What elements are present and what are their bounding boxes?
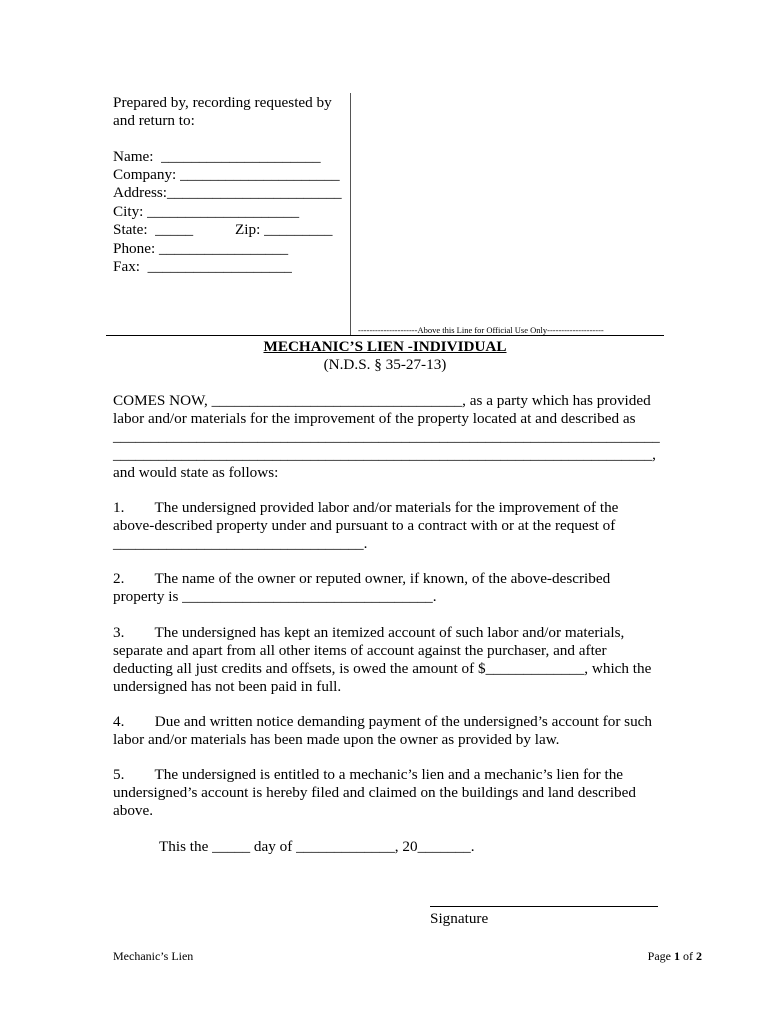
item-2-line-2: property is _________________________________. xyxy=(113,588,437,605)
name-field: Name: _____________________ xyxy=(113,148,321,165)
document-title: MECHANIC’S LIEN -INDIVIDUAL xyxy=(263,338,507,355)
page-current: 1 xyxy=(674,949,680,963)
item-2-line-1: 2. The name of the owner or reputed owner, if known, of the above-described xyxy=(113,570,611,587)
document-title-wrap xyxy=(0,338,770,356)
intro-blank-1: ________________________________________________________________________ xyxy=(113,428,660,445)
item-1-line-2: above-described property under and pursuant to a contract with or at the request of xyxy=(113,517,616,534)
intro-line-5: and would state as follows: xyxy=(113,464,279,481)
intro-line-2: labor and/or materials for the improvement of the property located at and described as xyxy=(113,410,636,427)
page-of: of xyxy=(680,949,696,963)
page-total: 2 xyxy=(696,949,702,963)
state-field: State: _____ xyxy=(113,221,194,238)
intro-line-1: COMES NOW, _________________________________, as a party which has provided xyxy=(113,392,651,409)
item-5-line-3: above. xyxy=(113,802,154,819)
item-4-line-1: 4. Due and written notice demanding payment of the undersigned’s account for such xyxy=(113,713,653,730)
page-prefix: Page xyxy=(647,949,674,963)
official-use-note: ---------------------Above this Line for Official Use Only-------------------- xyxy=(358,325,604,335)
item-4-line-2: labor and/or materials has been made upon the owner as provided by law. xyxy=(113,731,560,748)
phone-field: Phone: _________________ xyxy=(113,240,289,257)
official-use-line xyxy=(106,335,664,336)
item-3-line-4: undersigned has not been paid in full. xyxy=(113,678,342,695)
item-3-line-2: separate and apart from all other items of account against the purchaser, and after xyxy=(113,642,607,659)
item-5-line-1: 5. The undersigned is entitled to a mechanic’s lien and a mechanic’s lien for the xyxy=(113,766,624,783)
city-field: City: ____________________ xyxy=(113,203,300,220)
address-field: Address:_______________________ xyxy=(113,184,342,201)
item-5-line-2: undersigned’s account is hereby filed and claimed on the buildings and land described xyxy=(113,784,636,801)
company-field: Company: _____________________ xyxy=(113,166,340,183)
footer-document-name: Mechanic’s Lien xyxy=(113,949,194,963)
zip-field: Zip: _________ xyxy=(235,221,333,238)
page-indicator xyxy=(648,949,702,963)
item-1-line-1: 1. The undersigned provided labor and/or materials for the improvement of the xyxy=(113,499,619,516)
item-3-line-1: 3. The undersigned has kept an itemized account of such labor and/or materials, xyxy=(113,624,625,641)
recording-area-divider xyxy=(350,93,351,335)
statute-reference: (N.D.S. § 35-27-13) xyxy=(323,356,447,373)
signature-label: Signature xyxy=(430,910,489,927)
date-line: This the _____ day of _____________, 20_______. xyxy=(159,838,475,855)
prepared-by-line-2: and return to: xyxy=(113,112,195,129)
fax-field: Fax: ___________________ xyxy=(113,258,292,275)
intro-blank-2: _______________________________________________________________________, xyxy=(113,446,656,463)
item-1-line-3: _________________________________. xyxy=(113,535,368,552)
prepared-by-line-1: Prepared by, recording requested by xyxy=(113,94,332,111)
item-3-line-3: deducting all just credits and offsets, is owed the amount of $_____________, which the xyxy=(113,660,652,677)
signature-line xyxy=(430,906,658,907)
